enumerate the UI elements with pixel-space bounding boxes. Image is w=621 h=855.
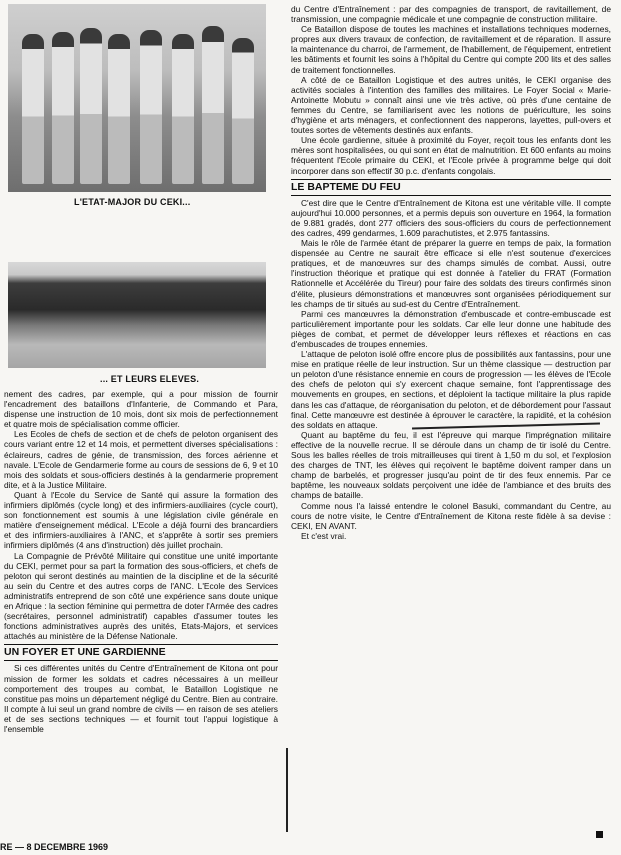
officer-figure — [52, 32, 74, 184]
section-heading: UN FOYER ET UNE GARDIENNE — [4, 646, 166, 659]
paragraph: nement des cadres, par exemple, qui a pour mission de fournir l'encadrement des bataillons d'Infanterie, de Commando et Para, dispense une instruction de 10 mois, dont six mois de perfectionnement et quatre mois de spécialisation comme officier. — [4, 389, 278, 430]
paragraph: C'est dire que le Centre d'Entraînement de Kitona est une véritable ville. Il compte aujourd'hui 10.000 personnes, et a permis depuis son ouverture en 1964, la formation de 9.881 gradés, dont 277 officiers des sous-officiers du cours de perfectionnement des cadres, 499 gendarmes, 1.609 parachutistes, et 2.975 fantassins. — [291, 197, 611, 238]
officer-figure — [232, 38, 254, 184]
officer-figure — [22, 34, 44, 184]
paragraph: Et c'est vrai. — [301, 530, 347, 541]
divider — [4, 660, 278, 661]
paragraph: Ce Bataillon dispose de toutes les machines et installations techniques modernes, propres aux divers travaux de confection, de ravitaillement et de réparation. Il assure la maintenance du charroi, de l'armement, de l'habillement, de l'équipement, entretient les bâtiments et fournit les soins à l'hôpital du Centre qui compte 200 lits et des salles de traitement fonctionnelles. — [291, 24, 611, 75]
paragraph: Les Ecoles de chefs de section et de chefs de peloton organisent des cours variant entre 12 et 14 mois, et permettent diverses spécialisations : éclaireurs, cadres de génie, de transmission, des forces aérienne et navale. L'Ecole de Gendarmerie forme au cours de sessions de 6, 9 et 10 mois des soldats et sous-officiers destinés à la gendarmerie proprement dite, et à la Justice Militaire. — [4, 429, 278, 490]
officer-figure — [172, 34, 194, 184]
photo-troops — [8, 262, 266, 368]
paragraph: Parmi ces manœuvres la démonstration d'embuscade et contre-embuscade est particulièrement importante pour les soldats. Car elle leur donne une habitude des pièges de combat, et permet de développer leurs réflexes et réactions en cas d'embuscades de troupes ennemies. — [291, 308, 611, 349]
margin-mark — [286, 748, 288, 832]
divider — [4, 644, 278, 645]
page-footer: RE — 8 DECEMBRE 1969 — [0, 842, 109, 852]
divider — [291, 195, 611, 196]
paragraph: Comme nous l'a laissé entendre le colonel Basuki, commandant du Centre, au cours de notre visite, le Centre d'Entraînement de Kitona reste fidèle à sa devise : CEKI, EN AVANT. — [291, 500, 611, 531]
paragraph: Mais le rôle de l'armée étant de préparer la guerre en temps de paix, la formation dispensée au Centre ne saurait être efficace si elle n'est soutenue d'exercices pratiques, et de manœuvres sur des champs simulés de combat. Aussi, outre l'instruction théorique et pratique qui est donnée à l'atelier du FRAT (Formation Rationnelle et Accélérée du Tireur) pour faire des soldats des tireurs confirmés sinon d'élite, plusieurs démonstrations et manœuvres sont organisées périodiquement sur les champs de tir situés au sud-est du Centre d'Entraînement. — [291, 238, 611, 309]
officer-figure — [80, 28, 102, 184]
officer-figure — [108, 34, 130, 184]
end-mark — [596, 831, 603, 838]
left-column — [4, 389, 278, 734]
paragraph: Quant à l'Ecole du Service de Santé qui assure la formation des infirmiers diplômés (cycle long) et des infirmiers-auxiliaires (cycle court), son fonctionnement est soumis à une législation civile générale en matière d'enseignement médical. L'Ecole a déjà fourni des brancardiers et des infirmiers-auxiliaires à l'ANC, et s'apprête à sortir ses premiers infirmiers diplômés (4 ans d'instruction) dès juillet prochain. — [4, 489, 278, 551]
paragraph: du Centre d'Entraînement : par des compagnies de transport, de ravitaillement, de transmission, une compagnie médicale et une compagnie de construction militaire. — [291, 4, 611, 25]
paragraph: A côté de ce Bataillon Logistique et des autres unités, le CEKI organise des activités sociales à l'intention des familles des militaires. Le Foyer Social « Marie-Antoinette Mobutu » connaît ainsi une vie très active, où près d'une centaine de femmes du Centre, se familiarisent avec les notions de puériculture, les soins d'hygiène et arts ménagers, et confectionnent des napperons, layettes, pull-overs et toutes sortes de vêtements destinés aux enfants. — [291, 74, 611, 136]
paragraph: La Compagnie de Prévôté Militaire qui constitue une unité importante du CEKI, permet pour sa part la formation des sous-officiers, et chefs de peloton qui seront destinés au maintien de la discipline et de la sécurité au sein du Centre et des autres corps de l'ANC. L'Ecole des Services administratifs entreprend de son côté une expérience sans doute unique en Afrique : la section féminine qui permettra de doter l'Armée des cadres (secrétaires, personnel administratif) capables d'assumer toutes les fonctions administratives auprès des unités, Etats-Majors, et services attachés au ministère de la Défense Nationale. — [4, 550, 278, 642]
right-column — [291, 4, 611, 541]
paragraph: Si ces différentes unités du Centre d'Entraînement de Kitona ont pour mission de former les soldats et cadres nécessaires à un meilleur comportement des troupes au combat, le Bataillon Logistique ne constitue pas moins un département négligé du Centre. Bien au contraire. Il compte à lui seul un grand nombre de civils — en raison de ses ateliers et de ses sections techniques — et fournit tout l'appui logistique à l'ensemble — [4, 663, 278, 734]
section-heading: LE BAPTEME DU FEU — [291, 180, 401, 193]
photo-officers — [8, 4, 266, 192]
paragraph: L'attaque de peloton isolé offre encore plus de possibilités aux fantassins, pour une mise en pratique réelle de leur instruction. Sur un thème classique — destruction par un peloton d'une résistance ennemie en cours de progression — les élèves de l'Ecole des chefs de peloton qui s'y exercent chaque semaine, font l'apprentissage des mouvements en groupes, en sections, et déploient la tactique militaire la plus rapide dans les cas d'attaque, de réorganisation du peloton, et de débordement pour l'assaut final. Cette manœuvre est destinée à éprouver le caractère, la rapidité, et la cohésion des soldats en attaque. — [291, 349, 611, 430]
photo2-caption: ... ET LEURS ELEVES. — [100, 374, 200, 384]
paragraph: Quant au baptême du feu, il est l'épreuve qui marque l'imprégnation militaire effective de la nouvelle recrue. Il se déroule dans un champ de tir isolé du Centre. Sous les balles réelles de trois mitrailleuses qui tirent à 1,50 m du sol, et l'explosion des charges de TNT, les élèves qui reçoivent le baptême doivent ramper dans un champ de barbelés, et progresser jusqu'au point de tir des feux ennemis. Par ce baptême, les nouveaux soldats perçoivent une idée de l'ambiance et des bruits des champs de bataille. — [291, 429, 611, 501]
officer-figure — [140, 30, 162, 184]
photo1-caption: L'ETAT-MAJOR DU CEKI... — [74, 197, 191, 207]
paragraph: Une école gardienne, située à proximité du Foyer, reçoit tous les enfants dont les mères sont hospitalisées, ou qui sont en état de malnutrition. Et 600 enfants au moins fréquentent l'Ecole primaire du CEKI, et l'Ecole privée à programme belge qui doit incorporer dans son effectif 30 p.c. d'enfants congolais. — [291, 135, 611, 176]
divider — [291, 179, 611, 180]
officer-figure — [202, 26, 224, 184]
